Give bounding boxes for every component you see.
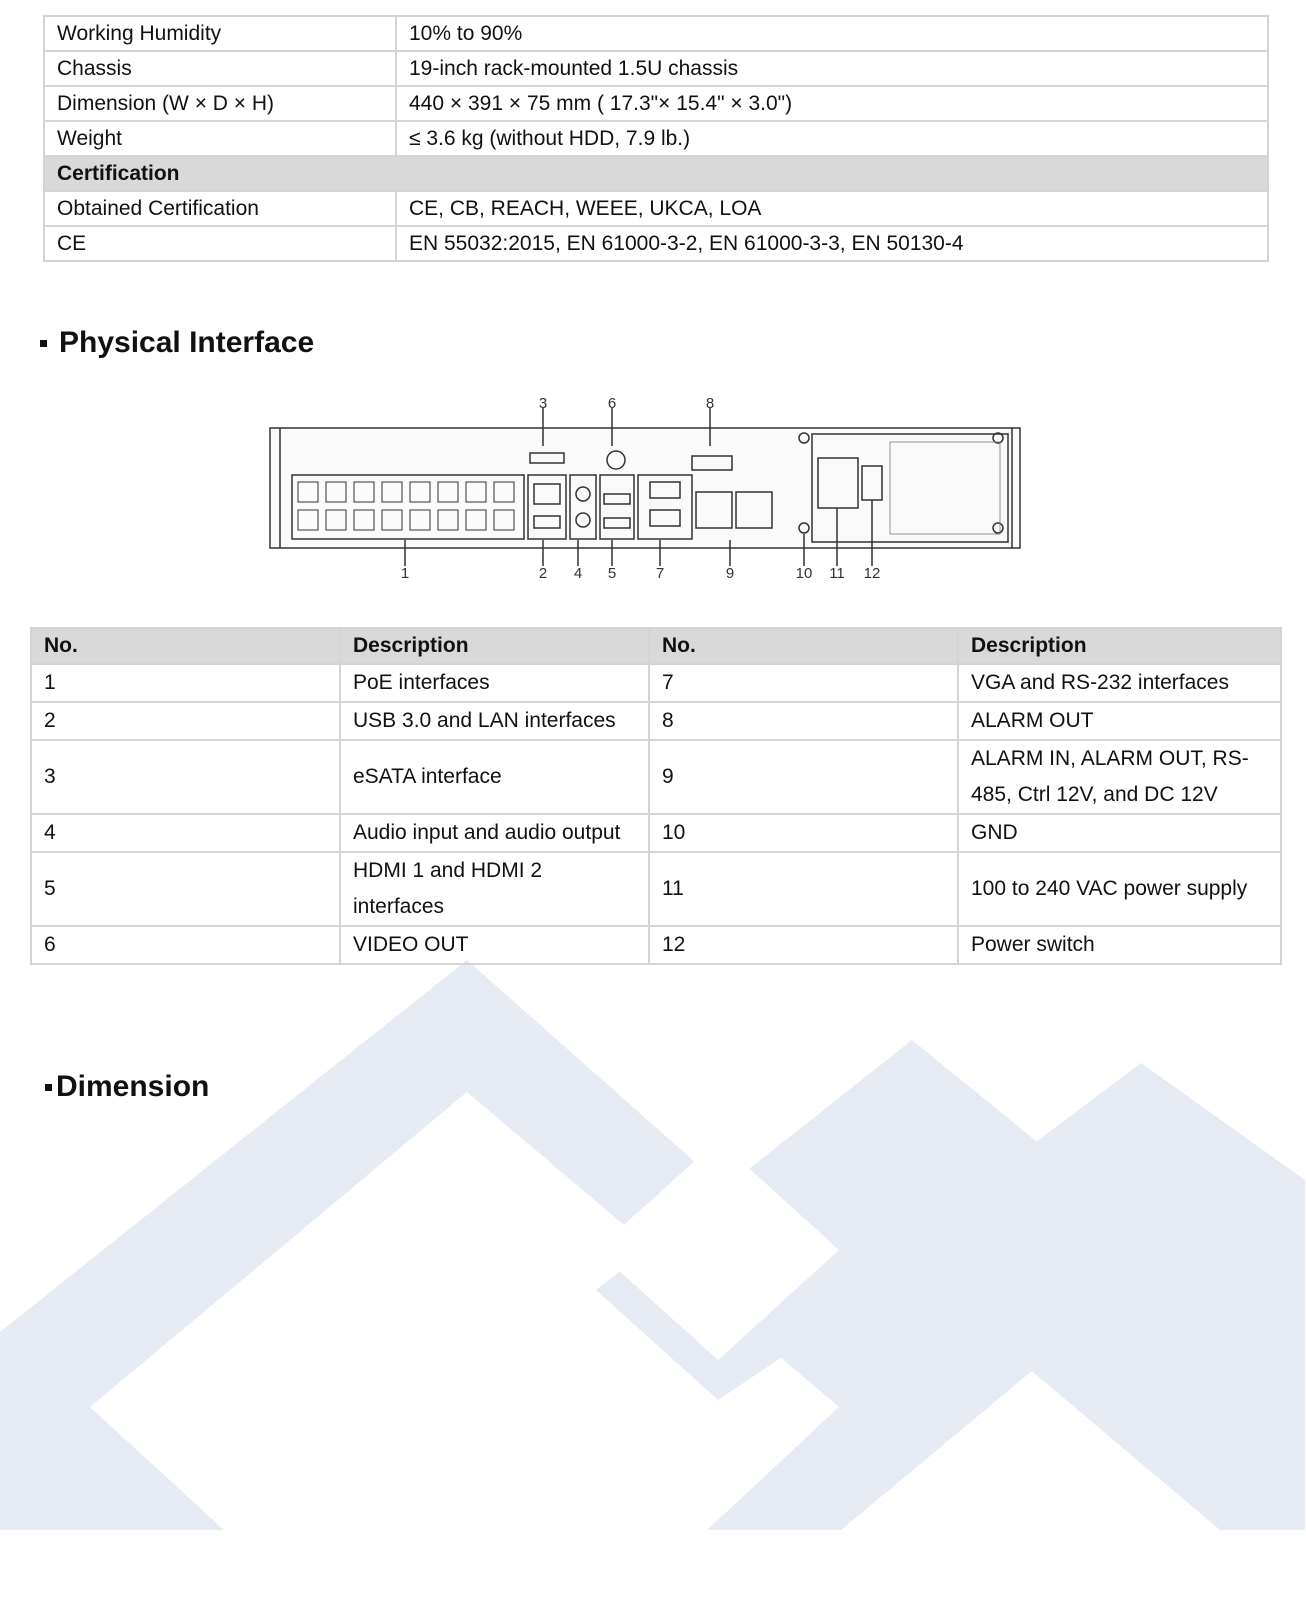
- section-row-certification: [44, 156, 1268, 191]
- cell-no: 6: [31, 926, 340, 964]
- cell-no: 4: [31, 814, 340, 852]
- callout-label: 9: [725, 565, 735, 582]
- cell-description: HDMI 1 and HDMI 2 interfaces: [340, 852, 649, 926]
- cell-description: ALARM IN, ALARM OUT, RS-485, Ctrl 12V, and DC 12V: [958, 740, 1281, 814]
- cell-description: VIDEO OUT: [340, 926, 649, 964]
- cell-description: USB 3.0 and LAN interfaces: [340, 702, 649, 740]
- table-row: [31, 926, 1281, 964]
- table-row: [44, 191, 1268, 226]
- table-row: [31, 702, 1281, 740]
- callout-label: 2: [538, 565, 548, 582]
- cell-description: Audio input and audio output: [340, 814, 649, 852]
- spec-label: Dimension (W × D × H): [44, 86, 396, 121]
- cell-no: 1: [31, 664, 340, 702]
- cell-description: VGA and RS-232 interfaces: [958, 664, 1281, 702]
- spec-value: CE, CB, REACH, WEEE, UKCA, LOA: [396, 191, 1268, 226]
- spec-value: 19-inch rack-mounted 1.5U chassis: [396, 51, 1268, 86]
- table-header-row: [31, 628, 1281, 664]
- spec-label: Working Humidity: [44, 16, 396, 51]
- cell-description: Power switch: [958, 926, 1281, 964]
- column-header: Description: [340, 628, 649, 664]
- column-header: No.: [31, 628, 340, 664]
- table-row: [44, 226, 1268, 261]
- spec-value: 440 × 391 × 75 mm ( 17.3"× 15.4" × 3.0"): [396, 86, 1268, 121]
- callout-label: 7: [655, 565, 665, 582]
- table-row: [44, 16, 1268, 51]
- callout-label: 1: [400, 565, 410, 582]
- bullet-icon: [45, 1084, 52, 1091]
- cell-description: 100 to 240 VAC power supply: [958, 852, 1281, 926]
- callout-label: 11: [829, 565, 845, 582]
- spec-label: CE: [44, 226, 396, 261]
- cell-no: 11: [649, 852, 958, 926]
- table-row: [44, 121, 1268, 156]
- interface-table: [30, 627, 1282, 965]
- physical-interface-heading: [40, 326, 314, 360]
- callout-label: 6: [607, 398, 617, 412]
- dimension-heading: [45, 1070, 209, 1104]
- cell-no: 9: [649, 740, 958, 814]
- callout-label: 5: [607, 565, 617, 582]
- callout-label: 12: [863, 565, 881, 582]
- cell-no: 7: [649, 664, 958, 702]
- spec-label: Chassis: [44, 51, 396, 86]
- callout-label: 3: [538, 398, 548, 412]
- table-row: [44, 51, 1268, 86]
- heading-text: Physical Interface: [59, 326, 315, 359]
- column-header: Description: [958, 628, 1281, 664]
- heading-text: Dimension: [56, 1070, 210, 1103]
- table-row: [31, 814, 1281, 852]
- spec-value: EN 55032:2015, EN 61000-3-2, EN 61000-3-3, EN 50130-4: [396, 226, 1268, 261]
- spec-value: 10% to 90%: [396, 16, 1268, 51]
- callout-label: 4: [573, 565, 583, 582]
- callout-label: 10: [795, 565, 813, 582]
- cell-no: 5: [31, 852, 340, 926]
- column-header: No.: [649, 628, 958, 664]
- rear-panel-diagram: [260, 398, 1050, 598]
- table-row: [31, 664, 1281, 702]
- table-row: [44, 86, 1268, 121]
- spec-label: Obtained Certification: [44, 191, 396, 226]
- spec-label: Weight: [44, 121, 396, 156]
- section-title: Certification: [44, 156, 1268, 191]
- table-row: [31, 740, 1281, 814]
- table-row: [31, 852, 1281, 926]
- cell-no: 8: [649, 702, 958, 740]
- cell-description: PoE interfaces: [340, 664, 649, 702]
- specifications-table: [43, 15, 1269, 262]
- spec-value: ≤ 3.6 kg (without HDD, 7.9 lb.): [396, 121, 1268, 156]
- cell-no: 10: [649, 814, 958, 852]
- cell-no: 12: [649, 926, 958, 964]
- cell-no: 2: [31, 702, 340, 740]
- cell-description: eSATA interface: [340, 740, 649, 814]
- cell-no: 3: [31, 740, 340, 814]
- cell-description: GND: [958, 814, 1281, 852]
- bullet-icon: [40, 340, 47, 347]
- callout-label: 8: [705, 398, 715, 412]
- cell-description: ALARM OUT: [958, 702, 1281, 740]
